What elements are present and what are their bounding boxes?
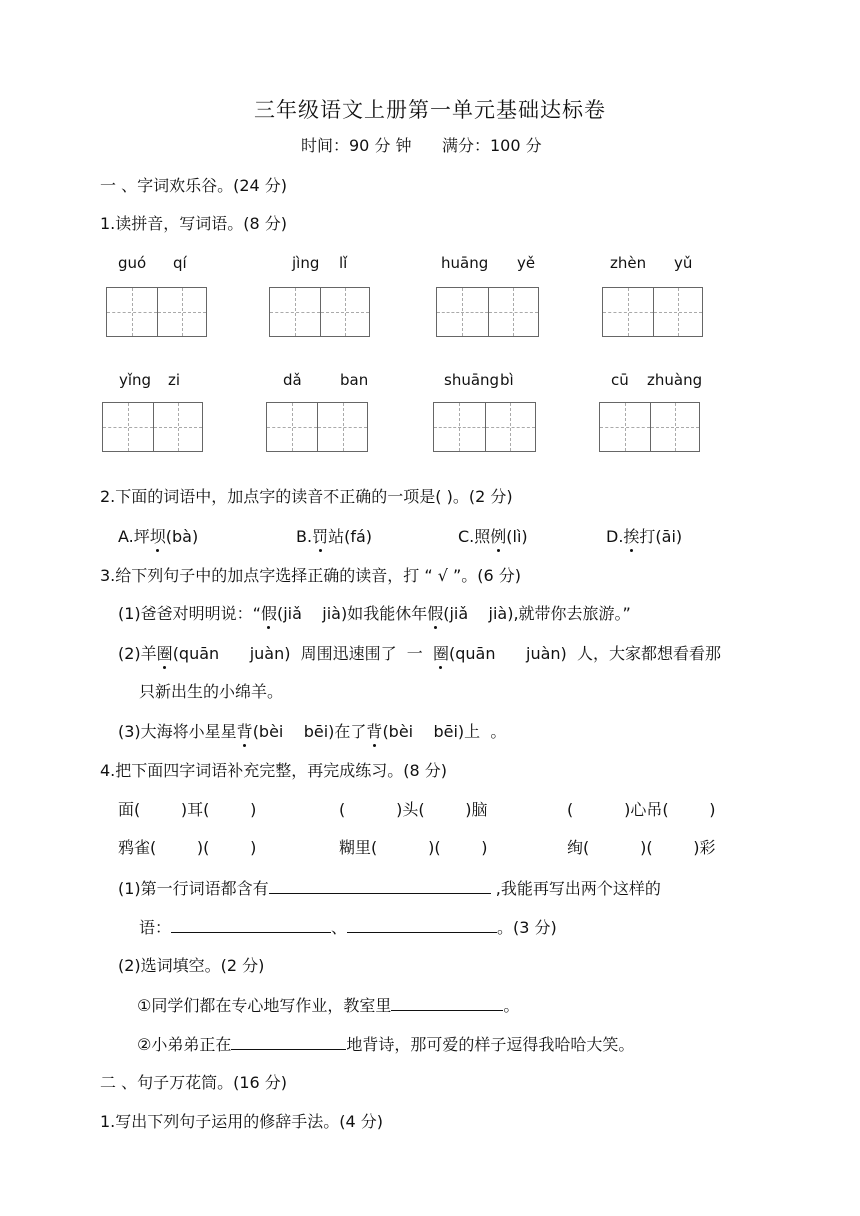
pinyin: ban: [340, 371, 369, 389]
pinyin: guó: [118, 254, 147, 272]
q1-heading: 1.读拼音，写词语。(8 分): [100, 214, 288, 233]
pinyin: huāng: [441, 254, 489, 272]
pinyin: dǎ: [283, 371, 302, 389]
pinyin: jìng: [292, 254, 320, 272]
q4-heading: 4.把下面四字词语补充完整，再完成练习。(8 分): [100, 761, 448, 780]
answer-blank[interactable]: [347, 916, 497, 933]
time-label: 时间：90 分 钟: [301, 136, 412, 155]
q3-sentence-2-cont: 只新出生的小绵羊。: [139, 682, 284, 701]
pinyin: yǐng: [119, 371, 152, 389]
q3-sentence-2: (2)羊圈(quān juàn) 周围迅速围了 一 圈(quān juàn) 人，大家都想看看那: [118, 644, 721, 663]
writing-grid[interactable]: [433, 402, 536, 452]
writing-grid[interactable]: [599, 402, 700, 452]
pinyin: zhèn: [610, 254, 647, 272]
pinyin: lǐ: [339, 254, 348, 272]
pinyin: yě: [517, 254, 536, 272]
writing-grid[interactable]: [102, 402, 203, 452]
idiom-blank[interactable]: ( )头( )脑: [339, 800, 488, 819]
q4-sub1-cont: 语： 、 。(3 分): [139, 918, 557, 937]
answer-blank[interactable]: [171, 916, 331, 933]
writing-grid[interactable]: [269, 287, 370, 337]
option-c[interactable]: C.照例(lì): [458, 527, 528, 546]
pinyin: cū: [611, 371, 629, 389]
answer-blank[interactable]: [269, 877, 491, 894]
answer-blank[interactable]: [231, 1033, 346, 1050]
q4-sub2-item-2: ②小弟弟正在 地背诗，那可爱的样子逗得我哈哈大笑。: [137, 1035, 635, 1054]
q4-sub1: (1)第一行词语都含有 ,我能再写出两个这样的: [118, 879, 661, 898]
pinyin: qí: [173, 254, 187, 272]
score-label: 满分：100 分: [442, 136, 542, 155]
q3-sentence-1: (1)爸爸对明明说：“假(jiǎ jià)如我能休年假(jiǎ jià),就带你去旅游。”: [118, 604, 631, 623]
section-1-heading: 一 、字词欢乐谷。(24 分): [100, 176, 288, 195]
section-2-q1-heading: 1.写出下列句子运用的修辞手法。(4 分): [100, 1112, 384, 1131]
pinyin: zi: [168, 371, 181, 389]
option-a[interactable]: A.坪坝(bà): [118, 527, 199, 546]
option-b[interactable]: B.罚站(fá): [296, 527, 373, 546]
pinyin: bì: [500, 371, 514, 389]
writing-grid[interactable]: [602, 287, 703, 337]
idiom-blank[interactable]: 绚( )( )彩: [567, 838, 716, 857]
writing-grid[interactable]: [266, 402, 368, 452]
idiom-blank[interactable]: 糊里( )( ): [339, 838, 488, 857]
q4-sub2-item-1: ①同学们都在专心地写作业，教室里 。: [137, 996, 520, 1015]
writing-grid[interactable]: [436, 287, 539, 337]
q3-heading: 3.给下列句子中的加点字选择正确的读音，打 “ √ ”。(6 分): [100, 566, 522, 585]
section-2-heading: 二 、句子万花筒。(16 分): [100, 1073, 288, 1092]
writing-grid[interactable]: [106, 287, 207, 337]
pinyin: yǔ: [674, 254, 693, 272]
exam-title: 三年级语文上册第一单元基础达标卷: [254, 98, 606, 122]
idiom-blank[interactable]: ( )心吊( ): [567, 800, 716, 819]
q4-sub2-heading: (2)选词填空。(2 分): [118, 956, 265, 975]
idiom-blank[interactable]: 鸦雀( )( ): [118, 838, 257, 857]
q3-sentence-3: (3)大海将小星星背(bèi bēi)在了背(bèi bēi)上 。: [118, 722, 507, 741]
idiom-blank[interactable]: 面( )耳( ): [118, 800, 257, 819]
q2-heading: 2.下面的词语中，加点字的读音不正确的一项是( )。(2 分): [100, 487, 513, 506]
pinyin: shuāng: [444, 371, 500, 389]
answer-blank[interactable]: [391, 994, 503, 1011]
pinyin: zhuàng: [647, 371, 703, 389]
option-d[interactable]: D.挨打(āi): [606, 527, 683, 546]
